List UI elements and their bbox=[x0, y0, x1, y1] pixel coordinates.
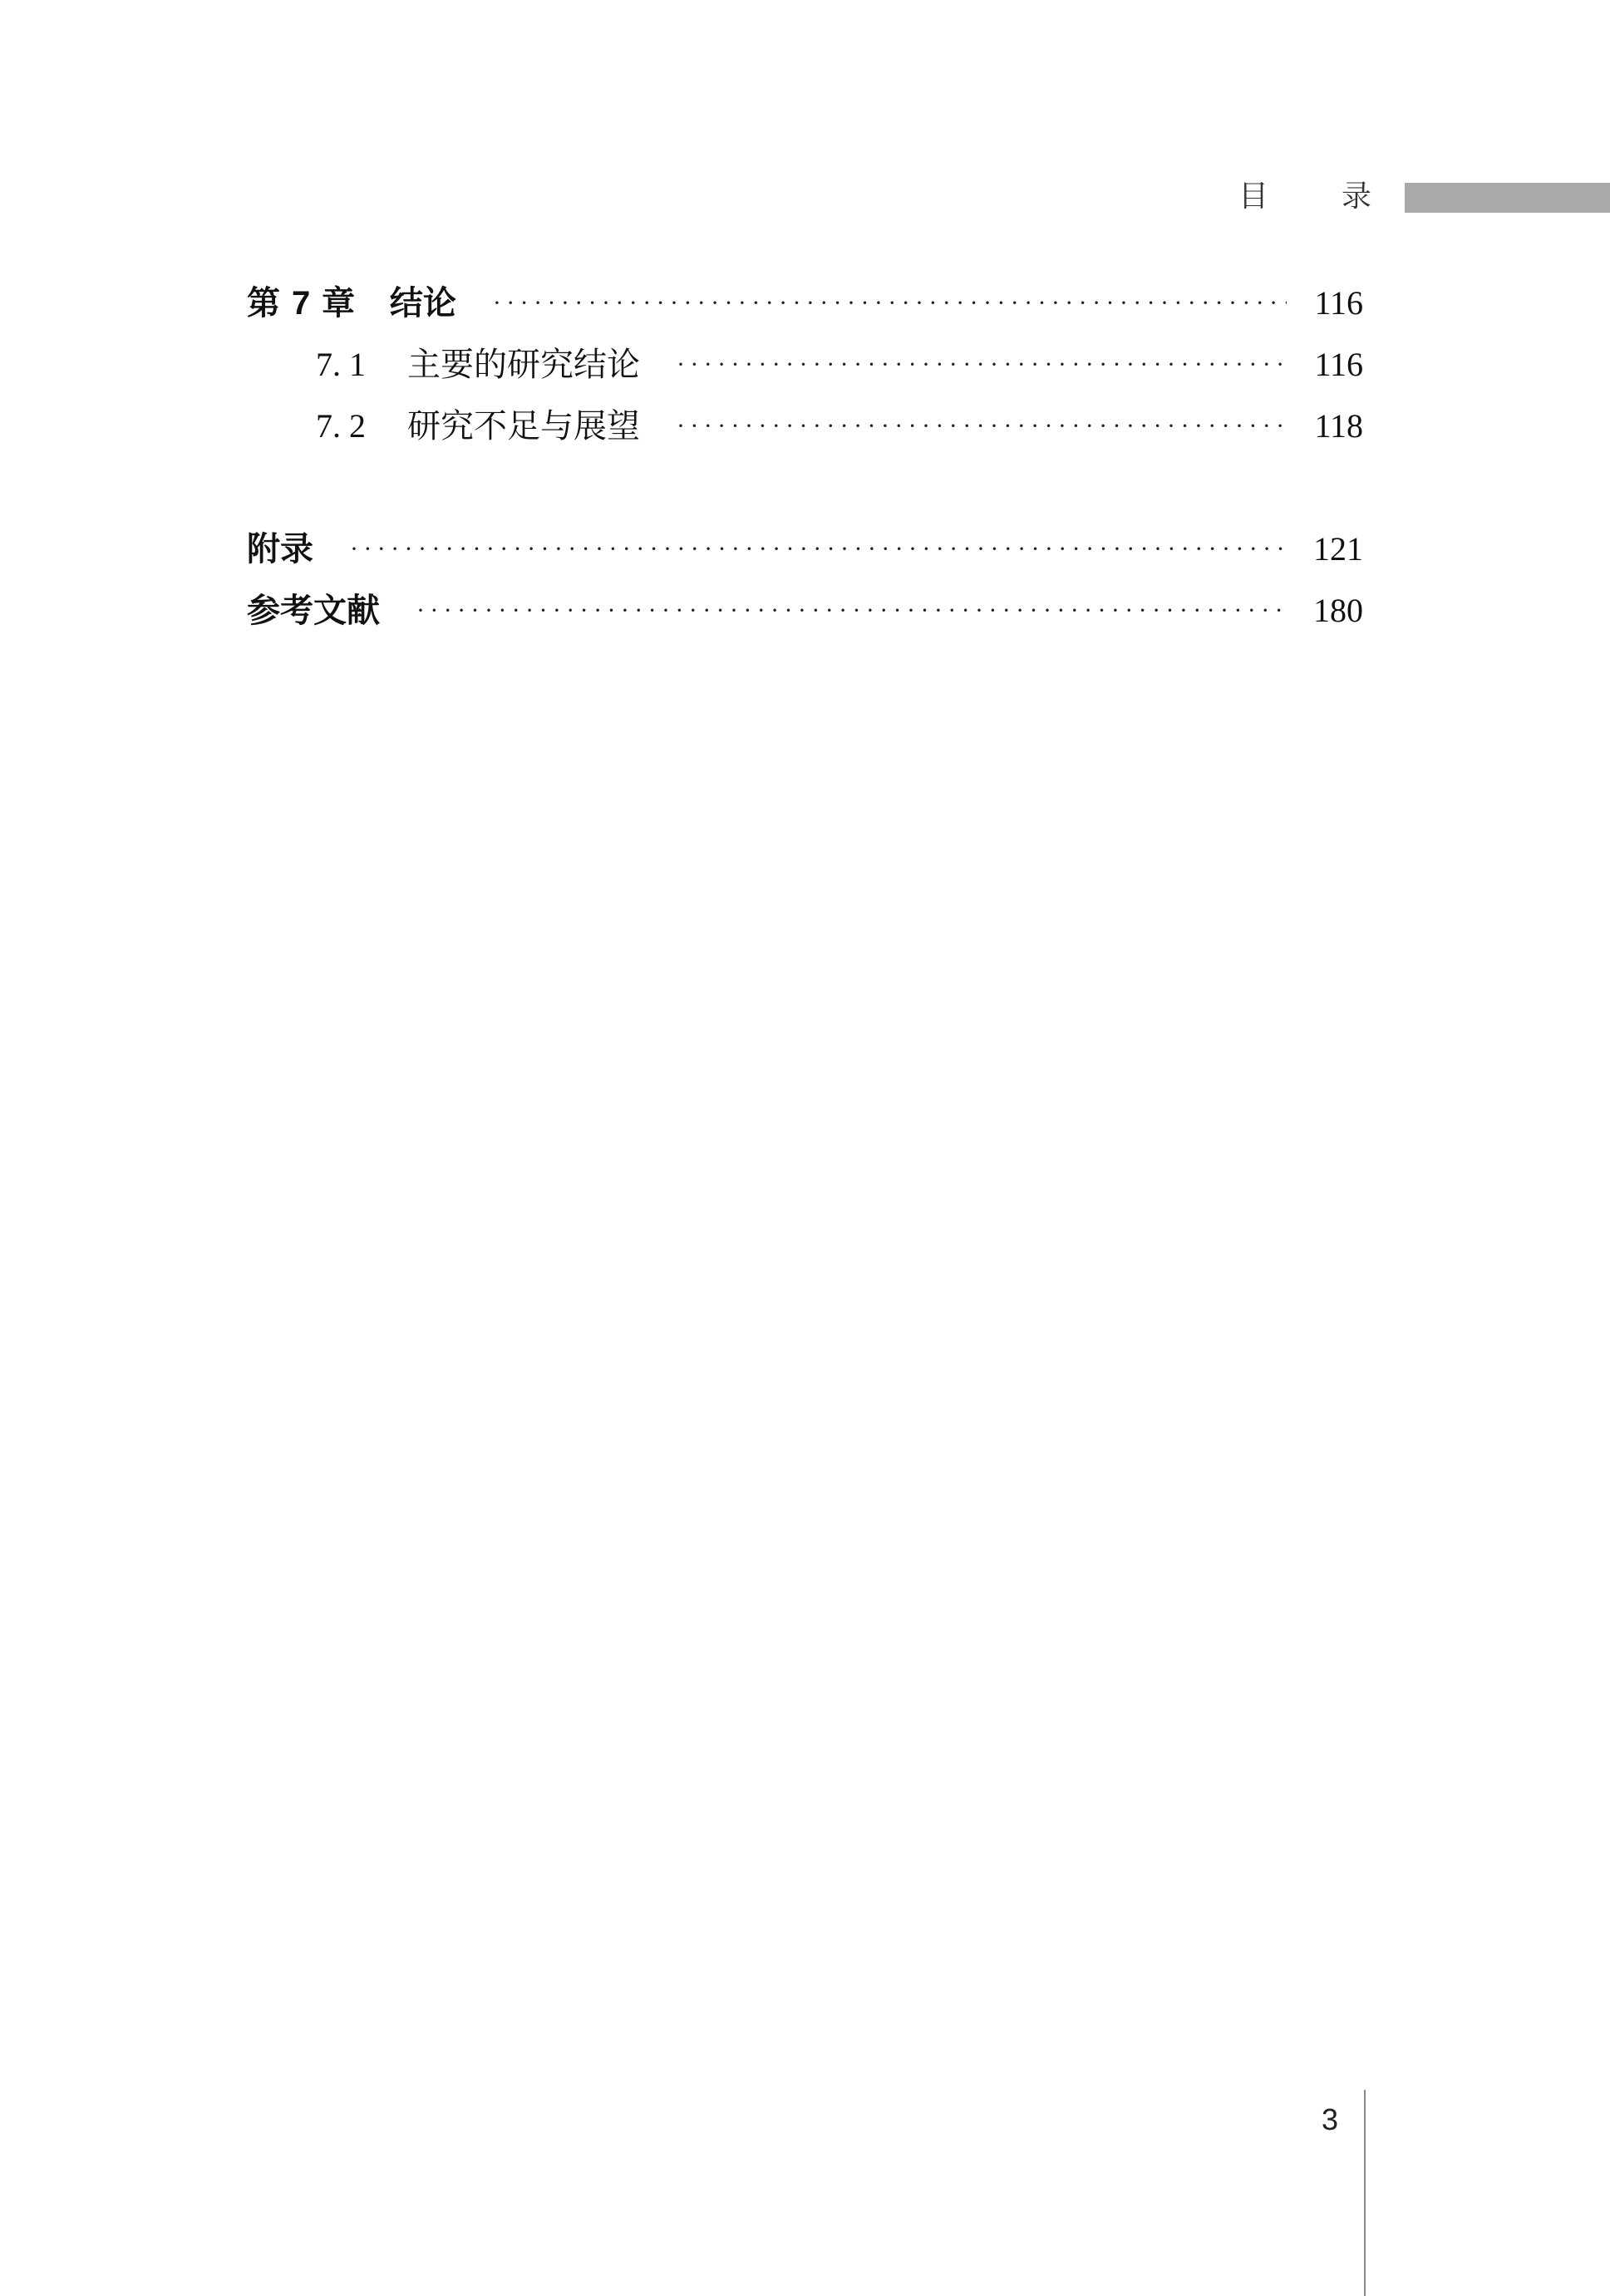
page-number: 3 bbox=[1321, 2102, 1338, 2136]
section-title: 主要的研究结论 bbox=[407, 346, 640, 384]
dot-leader bbox=[677, 399, 1287, 440]
dot-leader bbox=[416, 583, 1287, 625]
toc-entry-references[interactable] bbox=[247, 583, 1363, 645]
toc-page-number: 116 bbox=[1314, 284, 1363, 322]
toc-page-number: 118 bbox=[1314, 407, 1363, 445]
dot-leader bbox=[677, 337, 1287, 379]
running-header bbox=[1238, 176, 1371, 218]
toc-entry-chapter-7[interactable] bbox=[247, 276, 1363, 337]
toc-page-number: 116 bbox=[1314, 346, 1363, 383]
folio-vertical-rule bbox=[1364, 2090, 1366, 2296]
dot-leader bbox=[493, 276, 1287, 317]
toc-page-number: 121 bbox=[1313, 530, 1363, 568]
chapter-suffix: 章 bbox=[322, 284, 356, 322]
toc-entry-section-7-1[interactable] bbox=[247, 337, 1363, 399]
toc-entry-appendix[interactable] bbox=[247, 522, 1363, 583]
toc-entry-title: 参考文献 bbox=[247, 592, 380, 630]
section-title: 研究不足与展望 bbox=[407, 407, 640, 445]
chapter-number: 7 bbox=[291, 285, 311, 322]
toc-page-number: 180 bbox=[1313, 592, 1363, 629]
dot-leader bbox=[350, 522, 1287, 563]
table-of-contents bbox=[247, 276, 1363, 645]
toc-entry-title bbox=[247, 276, 456, 331]
toc-entry-title: 附录 bbox=[247, 530, 313, 568]
running-header-char-2: 录 bbox=[1341, 179, 1371, 214]
chapter-prefix: 第 bbox=[247, 284, 280, 322]
header-tab-bar bbox=[1405, 183, 1610, 213]
running-header-char-1: 目 bbox=[1238, 179, 1269, 214]
toc-entry-section-7-2[interactable] bbox=[247, 399, 1363, 460]
section-number: 7. 2 bbox=[316, 407, 366, 445]
section-number: 7. 1 bbox=[316, 346, 366, 383]
chapter-title: 结论 bbox=[389, 284, 456, 322]
